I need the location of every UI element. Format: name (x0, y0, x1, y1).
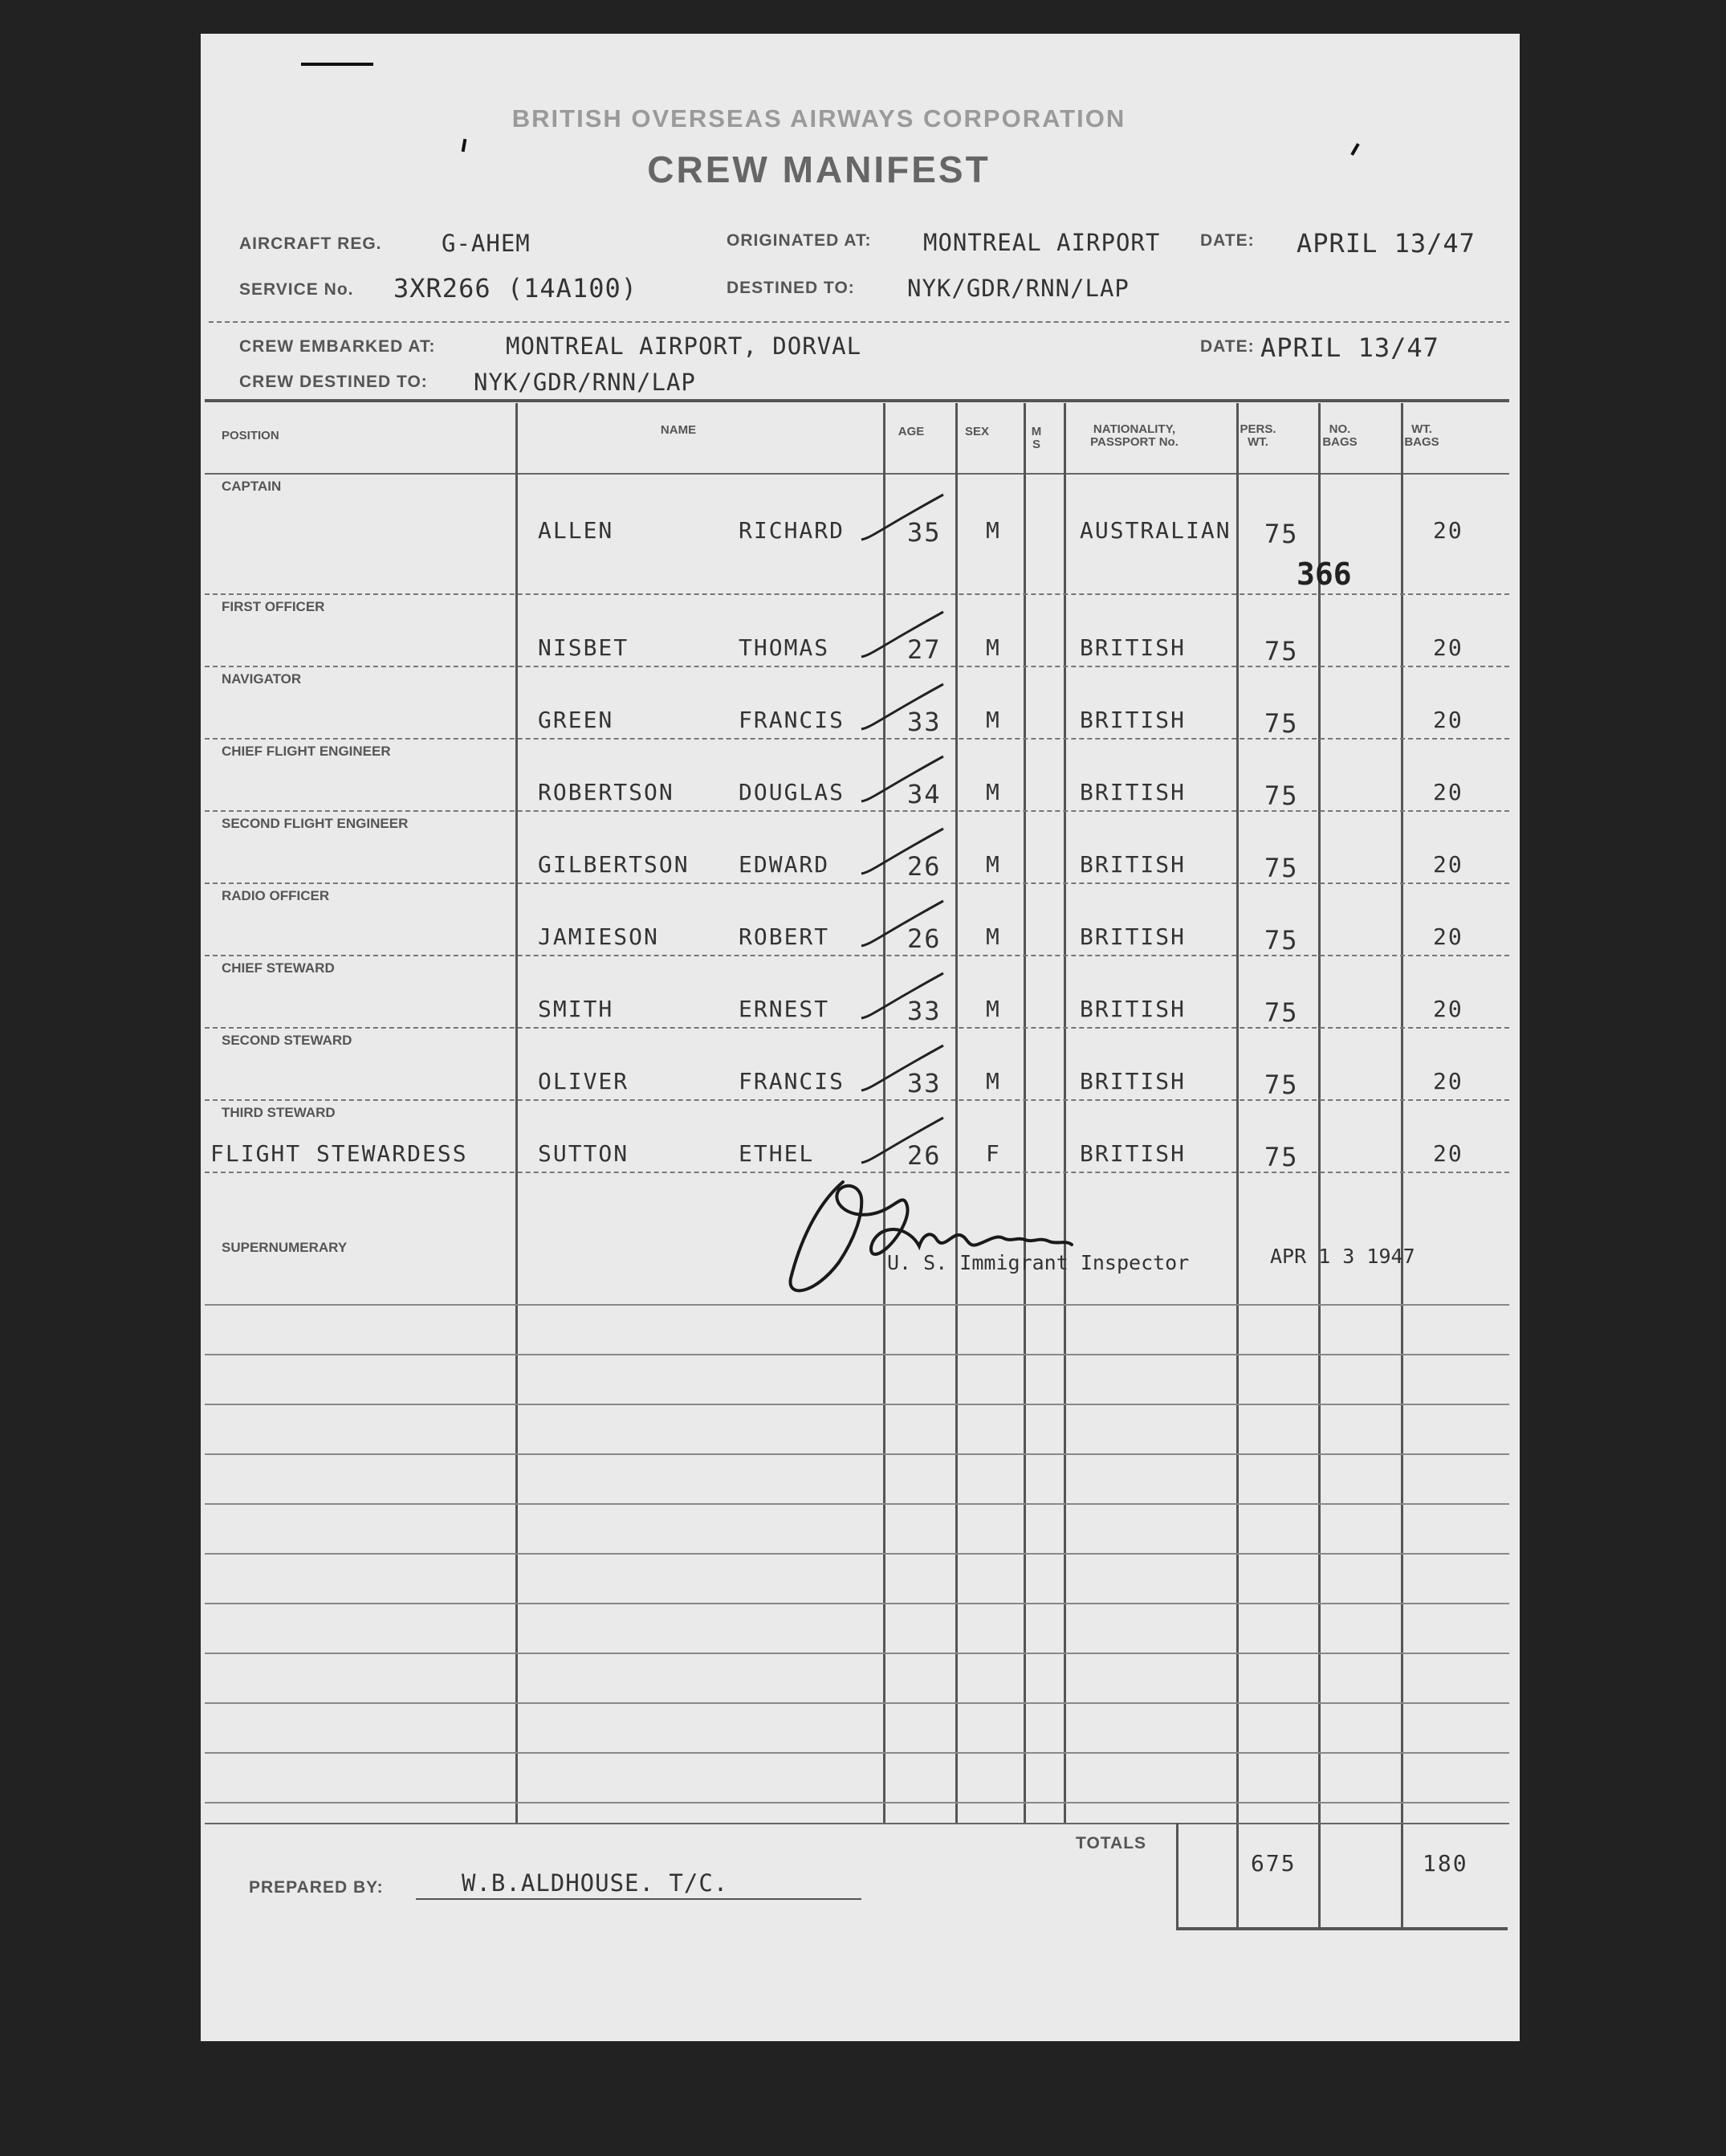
position-label: FIRST OFFICER (222, 599, 325, 614)
check-mark (855, 753, 951, 825)
position-label: NAVIGATOR (222, 671, 302, 687)
prepared-by-label: PREPARED BY: (249, 1878, 384, 1897)
given-name: ETHEL (739, 1140, 815, 1167)
col-line (1064, 403, 1066, 1823)
pers-wt: 75 (1264, 925, 1299, 956)
wt-bags: 20 (1433, 779, 1463, 805)
nationality: BRITISH (1080, 707, 1187, 733)
crew-embarked: MONTREAL AIRPORT, DORVAL (506, 332, 862, 360)
check-mark (855, 825, 951, 898)
position-label: CAPTAIN (222, 479, 282, 494)
aircraft-reg-label: AIRCRAFT REG. (239, 234, 382, 253)
age: 34 (907, 779, 942, 809)
position-label: CHIEF STEWARD (222, 960, 335, 976)
age: 26 (907, 923, 942, 954)
nationality: BRITISH (1080, 923, 1187, 950)
col-no-bags: NO. BAGS (1322, 422, 1358, 449)
company-name: BRITISH OVERSEAS AIRWAYS CORPORATION (511, 104, 1126, 132)
pers-wt: 75 (1264, 1070, 1299, 1100)
sex: F (986, 1140, 1001, 1167)
col-line (515, 403, 518, 1823)
surname: SUTTON (538, 1140, 629, 1167)
totals-bottom-rule (1176, 1927, 1508, 1930)
sex: M (986, 851, 1001, 878)
col-pers-wt: PERS. WT. (1240, 422, 1276, 449)
prepared-by: W.B.ALDHOUSE. T/C. (462, 1869, 729, 1897)
position-label: SECOND STEWARD (222, 1033, 352, 1048)
wt-bags: 20 (1433, 851, 1463, 878)
blank-row-rule (205, 1802, 1509, 1803)
totals-line (1176, 1823, 1178, 1929)
given-name: FRANCIS (739, 707, 845, 733)
surname: GILBERTSON (538, 851, 690, 878)
col-wt-bags: WT. BAGS (1404, 422, 1439, 449)
sex: M (986, 1068, 1001, 1094)
wt-bags: 20 (1433, 1068, 1463, 1094)
totals-label: TOTALS (1076, 1834, 1147, 1852)
age: 33 (907, 1068, 942, 1098)
col-line (1401, 403, 1403, 1927)
crew-date: APRIL 13/47 (1260, 332, 1439, 363)
pers-wt: 75 (1264, 519, 1299, 549)
total-wt-bags: 180 (1423, 1850, 1468, 1877)
given-name: THOMAS (739, 634, 830, 661)
col-line (1236, 403, 1239, 1927)
sex: M (986, 923, 1001, 950)
position-label: THIRD STEWARD (222, 1105, 336, 1120)
surname: SMITH (538, 996, 614, 1022)
crew-date-label: DATE: (1200, 337, 1255, 356)
destined-label: DESTINED TO: (727, 279, 855, 297)
nationality: BRITISH (1080, 634, 1187, 661)
col-line (1318, 403, 1321, 1927)
col-nationality: NATIONALITY, PASSPORT No. (1090, 422, 1178, 449)
nationality: BRITISH (1080, 851, 1187, 878)
aircraft-reg: G-AHEM (442, 230, 531, 257)
blank-row-rule (205, 1354, 1509, 1355)
check-mark (855, 609, 951, 681)
destined: NYK/GDR/RNN/LAP (907, 275, 1130, 302)
service-no-label: SERVICE No. (239, 280, 354, 299)
divider (209, 321, 1509, 323)
age: 26 (907, 1140, 942, 1171)
given-name: FRANCIS (739, 1068, 845, 1094)
check-mark (855, 681, 951, 753)
page-title: CREW MANIFEST (647, 149, 991, 190)
total-pers-wt: 675 (1251, 1850, 1297, 1877)
age: 27 (907, 634, 942, 665)
wt-bags: 20 (1433, 1140, 1463, 1167)
originated: MONTREAL AIRPORT (923, 229, 1161, 256)
date: APRIL 13/47 (1297, 228, 1476, 259)
totals-top-rule (205, 1823, 1509, 1824)
col-ms: M S (1031, 425, 1042, 451)
check-mark (855, 1042, 951, 1115)
pers-wt: 75 (1264, 780, 1299, 811)
sex: M (986, 996, 1001, 1022)
age: 26 (907, 851, 942, 882)
blank-row-rule (205, 1752, 1509, 1754)
wt-bags: 20 (1433, 634, 1463, 661)
given-name: DOUGLAS (739, 779, 845, 805)
header-bottom-rule (205, 473, 1509, 475)
wt-bags: 20 (1433, 707, 1463, 733)
nationality: BRITISH (1080, 1140, 1187, 1167)
position-label: SECOND FLIGHT ENGINEER (222, 816, 409, 831)
blank-row-rule (205, 1503, 1509, 1505)
prepared-underline (416, 1898, 861, 1900)
check-mark (855, 491, 951, 564)
age: 35 (907, 517, 942, 548)
pers-wt: 75 (1264, 636, 1299, 666)
wt-bags: 20 (1433, 517, 1463, 544)
given-name: ROBERT (739, 923, 830, 950)
surname: OLIVER (538, 1068, 629, 1094)
manifest-page (201, 34, 1520, 2041)
check-mark (855, 970, 951, 1042)
col-name: NAME (660, 423, 697, 437)
given-name: ERNEST (739, 996, 830, 1022)
blank-row-rule (205, 1702, 1509, 1704)
sex: M (986, 517, 1001, 544)
date-label: DATE: (1200, 231, 1255, 250)
surname: ALLEN (538, 517, 614, 544)
nationality: BRITISH (1080, 996, 1187, 1022)
wt-bags: 20 (1433, 923, 1463, 950)
check-mark (855, 898, 951, 970)
col-age: AGE (898, 425, 925, 438)
originated-label: ORIGINATED AT: (727, 231, 872, 250)
col-line (955, 403, 958, 1823)
surname: ROBERTSON (538, 779, 674, 805)
position-label: RADIO OFFICER (222, 888, 330, 903)
blank-row-rule (205, 1453, 1509, 1455)
crew-destined: NYK/GDR/RNN/LAP (474, 369, 696, 396)
given-name: EDWARD (739, 851, 830, 878)
sex: M (986, 707, 1001, 733)
pers-wt: 75 (1264, 853, 1299, 883)
inspector-title: U. S. Immigrant Inspector (887, 1251, 1190, 1274)
blank-row-rule (205, 1553, 1509, 1555)
col-sex: SEX (964, 425, 989, 438)
sex: M (986, 634, 1001, 661)
supernumerary-label: SUPERNUMERARY (222, 1240, 348, 1255)
age: 33 (907, 707, 942, 737)
age: 33 (907, 996, 942, 1026)
nationality: BRITISH (1080, 779, 1187, 805)
corner-mark (301, 63, 373, 66)
nationality: BRITISH (1080, 1068, 1187, 1094)
pers-wt: 75 (1264, 997, 1299, 1028)
position-label: CHIEF FLIGHT ENGINEER (222, 744, 391, 759)
inspector-stamp-date: APR 1 3 1947 (1270, 1245, 1415, 1268)
blank-row-rule (205, 1404, 1509, 1405)
wt-bags: 20 (1433, 996, 1463, 1022)
crew-destined-label: CREW DESTINED TO: (239, 373, 428, 391)
position-typed: FLIGHT STEWARDESS (210, 1140, 468, 1167)
sex: M (986, 779, 1001, 805)
blank-row-rule (205, 1653, 1509, 1654)
row-rule (205, 593, 1509, 595)
given-name: RICHARD (739, 517, 845, 544)
stamp-number: 366 (1297, 556, 1352, 592)
tick-mark (1350, 143, 1359, 156)
service-no: 3XR266 (14A100) (393, 273, 637, 304)
surname: GREEN (538, 707, 614, 733)
col-line (1024, 403, 1026, 1823)
col-position: POSITION (222, 429, 279, 442)
pers-wt: 75 (1264, 708, 1299, 739)
blank-row-rule (205, 1603, 1509, 1604)
surname: NISBET (538, 634, 629, 661)
table-top-rule (205, 399, 1509, 402)
crew-embarked-label: CREW EMBARKED AT: (239, 337, 436, 356)
inspector-signature (767, 1158, 1112, 1318)
pers-wt: 75 (1264, 1142, 1299, 1172)
surname: JAMIESON (538, 923, 659, 950)
nationality: AUSTRALIAN (1080, 517, 1231, 544)
